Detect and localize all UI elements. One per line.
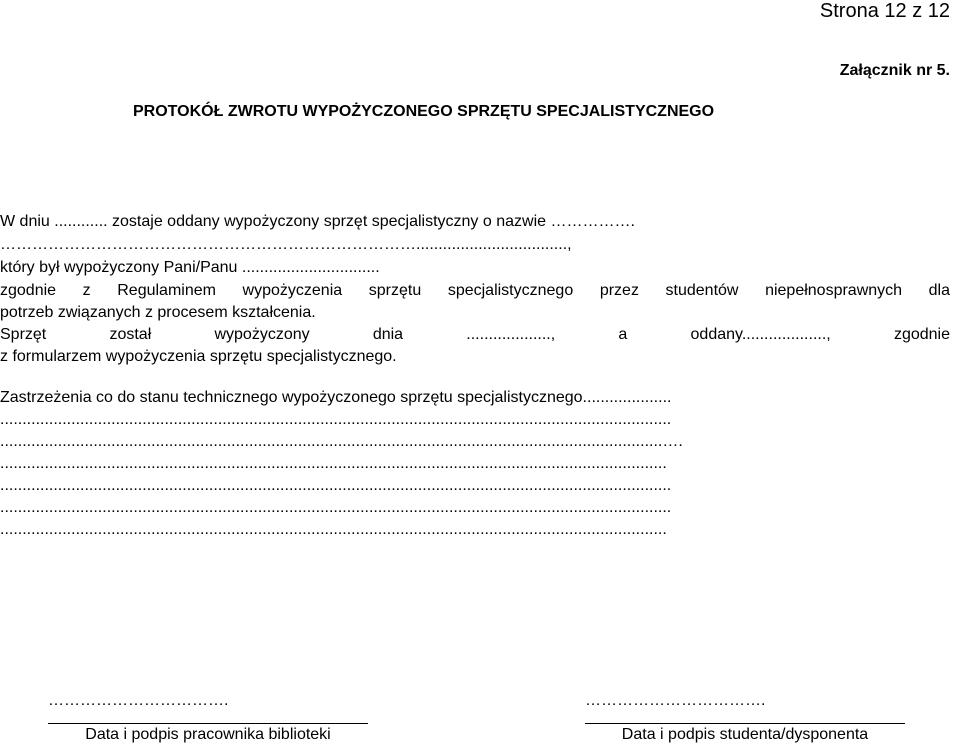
remarks-line: ....................................................................................................................................................... [0, 411, 672, 428]
signature-right-label: Data i podpis studenta/dysponenta [585, 723, 905, 744]
remarks-line: .....................................................................................................................................................…. [0, 433, 683, 450]
body-line-purpose: potrzeb związanych z procesem kształcenia. [0, 304, 316, 321]
document-title: PROTOKÓŁ ZWROTU WYPOŻYCZONEGO SPRZĘTU SPECJALISTYCZNEGO [133, 103, 715, 120]
body-line-regulation: zgodnie z Regulaminem wypożyczenia sprzętu specjalistycznego przez studentów niepełnosprawnych dla [0, 282, 950, 299]
remarks-label: Zastrzeżenia co do stanu technicznego wypożyczonego sprzętu specjalistycznego.................... [0, 389, 672, 406]
page-number: Strona 12 z 12 [819, 0, 950, 22]
body-line-form: z formularzem wypożyczenia sprzętu specjalistycznego. [0, 348, 397, 365]
body-line-borrower: który był wypożyczony Pani/Panu ............................... [0, 259, 380, 276]
body-line-dates: Sprzęt został wypożyczony dnia ..................., a oddany..................., zgodnie [0, 326, 950, 343]
signature-right-dots: ……………………………. [585, 692, 766, 709]
remarks-line: ...................................................................................................................................................... [0, 455, 667, 472]
remarks-line: ...................................................................................................................................................... [0, 521, 667, 538]
remarks-line: ....................................................................................................................................................... [0, 499, 672, 516]
remarks-line: ....................................................................................................................................................... [0, 477, 672, 494]
body-line-date-name: W dniu ............ zostaje oddany wypożyczony sprzęt specjalistyczny o nazwie ……………. [0, 213, 635, 230]
signature-left-label: Data i podpis pracownika biblioteki [48, 723, 368, 744]
annex-label: Załącznik nr 5. [839, 62, 950, 79]
signature-left-dots: ……………………………. [48, 692, 229, 709]
body-line-name-continued: …………………………………………………………………….................................., [0, 236, 572, 253]
